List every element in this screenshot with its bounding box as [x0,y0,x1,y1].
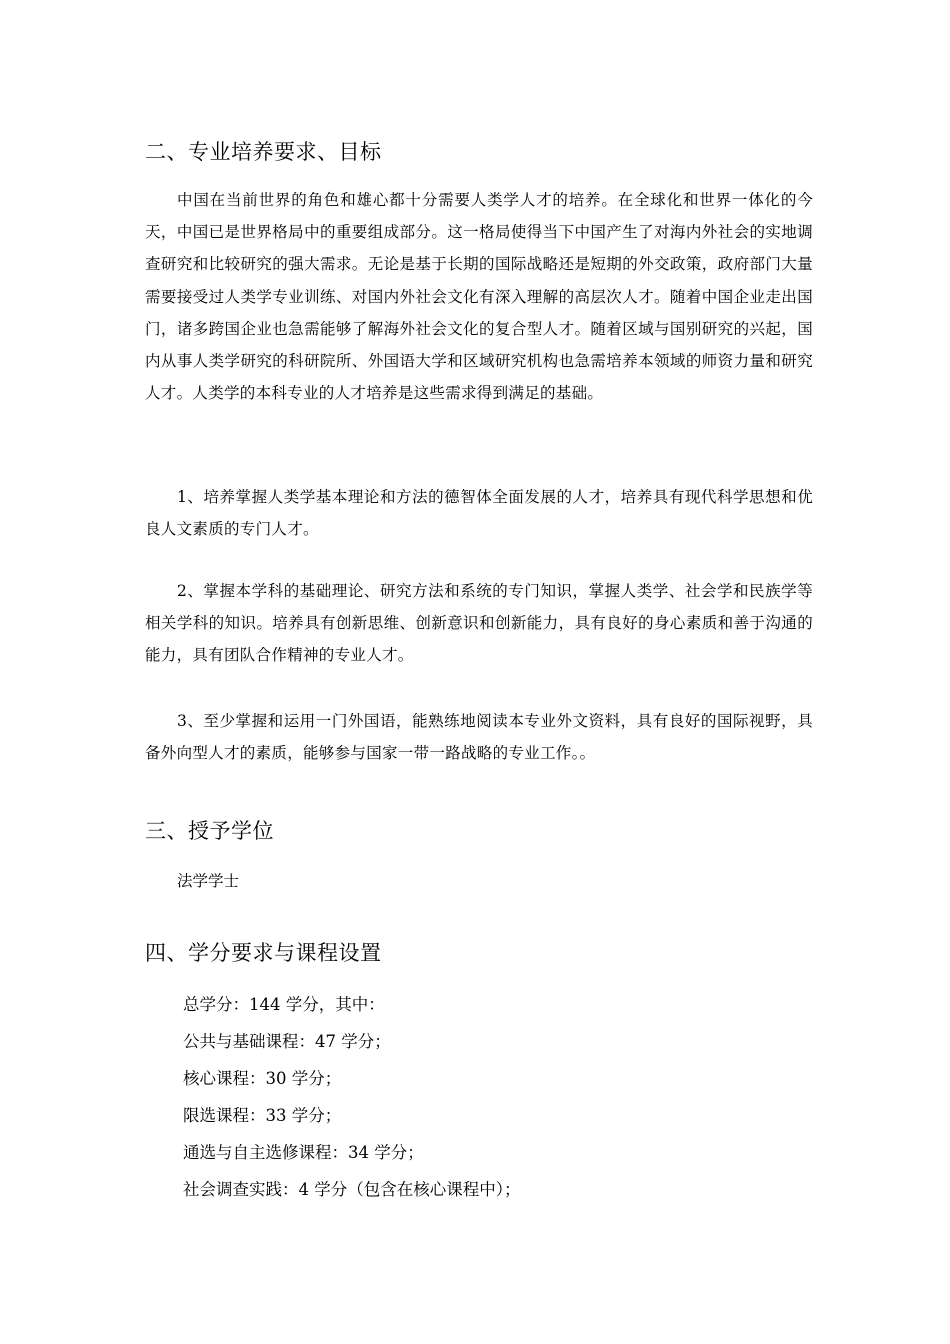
credit-requirements-list [183,986,521,1209]
section-2-heading: 二、专业培养要求、目标 [145,140,382,164]
credit-item-total: 总学分：144 学分，其中： [183,995,385,1014]
credit-item-social-survey: 社会调查实践：4 学分（包含在核心课程中）； [183,1180,521,1200]
goal-item-2: 2、掌握本学科的基础理论、研究方法和系统的专门知识，掌握人类学、社会学和民族学等相关学科的知识。培养具有创新思维、创新意识和创新能力，具有良好的身心素质和善于沟通的能力，具有团队合作精神的专业人才。 [145,582,813,665]
section-3-heading: 三、授予学位 [145,819,274,843]
section-2-intro-paragraph: 中国在当前世界的角色和雄心都十分需要人类学人才的培养。在全球化和世界一体化的今天，中国已是世界格局中的重要组成部分。这一格局使得当下中国产生了对海内外社会的实地调查研究和比较研究的强大需求。无论是基于长期的国际战略还是短期的外交政策，政府部门大量需要接受过人类学专业训练、对国内外社会文化有深入理解的高层次人才。随着中国企业走出国门，诸多跨国企业也急需能够了解海外社会文化的复合型人才。随着区域与国别研究的兴起，国内从事人类学研究的科研院所、外国语大学和区域研究机构也急需培养本领域的师资力量和研究人才。人类学的本科专业的人才培养是这些需求得到满足的基础。 [145,191,813,403]
goal-item-1: 1、培养掌握人类学基本理论和方法的德智体全面发展的人才，培养具有现代科学思想和优良人文素质的专门人才。 [145,488,813,539]
goal-item-3: 3、至少掌握和运用一门外国语，能熟练地阅读本专业外文资料，具有良好的国际视野，具备外向型人才的素质，能够参与国家一带一路战略的专业工作。。 [145,712,813,763]
credit-item-general-elective: 通选与自主选修课程：34 学分； [183,1143,424,1163]
section-4-heading: 四、学分要求与课程设置 [145,941,382,965]
credit-item-restricted-elective: 限选课程：33 学分； [183,1106,342,1126]
credit-item-public-basic: 公共与基础课程：47 学分； [183,1032,391,1052]
degree-text: 法学学士 [177,872,240,890]
credit-item-core: 核心课程：30 学分； [183,1069,342,1089]
